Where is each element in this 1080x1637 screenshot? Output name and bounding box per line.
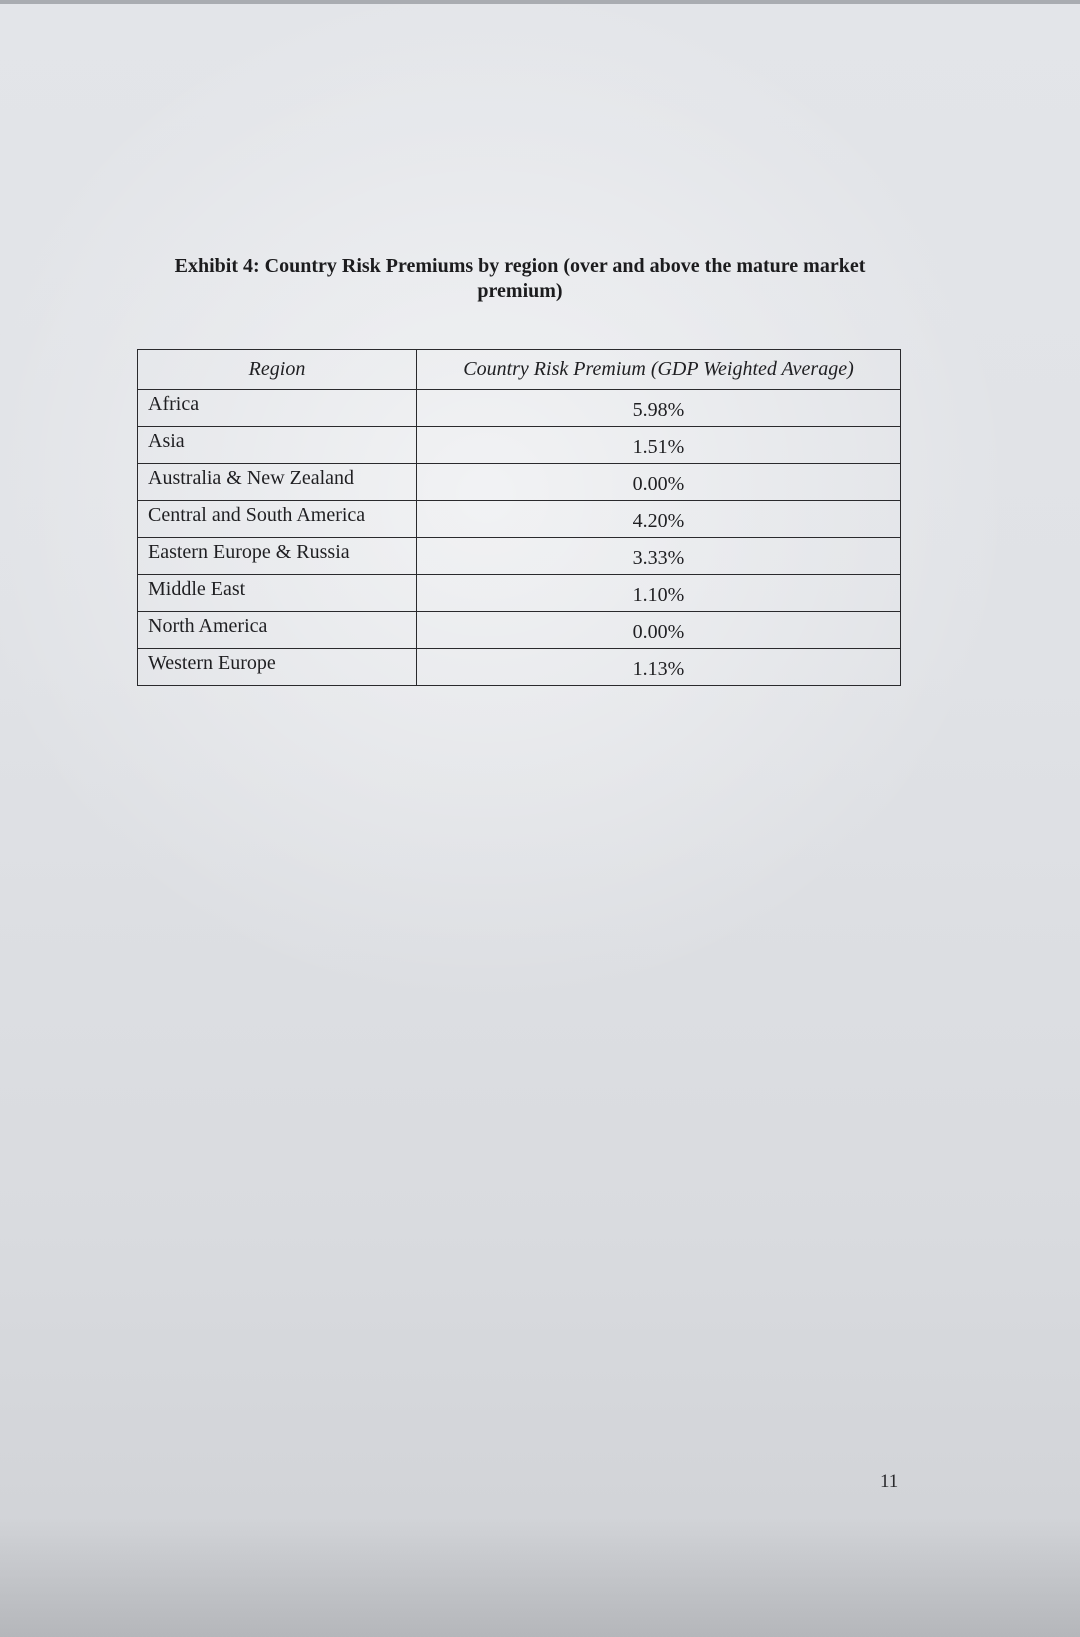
region-cell: Western Europe [138,649,417,686]
premium-cell: 1.13% [417,649,901,686]
region-column-header: Region [138,350,417,390]
exhibit-title: Exhibit 4: Country Risk Premiums by region (over and above the mature market premium) [174,255,866,302]
table-row [138,538,901,575]
table-row [138,390,901,427]
premium-cell: 4.20% [417,501,901,538]
table-row [138,427,901,464]
premium-cell: 5.98% [417,390,901,427]
premium-cell: 1.10% [417,575,901,612]
region-cell: Asia [138,427,417,464]
premium-cell: 1.51% [417,427,901,464]
region-cell: Central and South America [138,501,417,538]
table-row [138,575,901,612]
table-row [138,464,901,501]
region-cell: Africa [138,390,417,427]
region-cell: Eastern Europe & Russia [138,538,417,575]
premium-cell: 0.00% [417,464,901,501]
table-row [138,612,901,649]
table-header-row [138,350,901,390]
table-row [138,649,901,686]
country-risk-premium-table [137,349,901,686]
page-number: 11 [880,1471,899,1492]
document-page [0,4,1080,1637]
premium-column-header: Country Risk Premium (GDP Weighted Average) [417,350,901,390]
table-row [138,501,901,538]
premium-cell: 0.00% [417,612,901,649]
premium-cell: 3.33% [417,538,901,575]
region-cell: Middle East [138,575,417,612]
region-cell: North America [138,612,417,649]
region-cell: Australia & New Zealand [138,464,417,501]
